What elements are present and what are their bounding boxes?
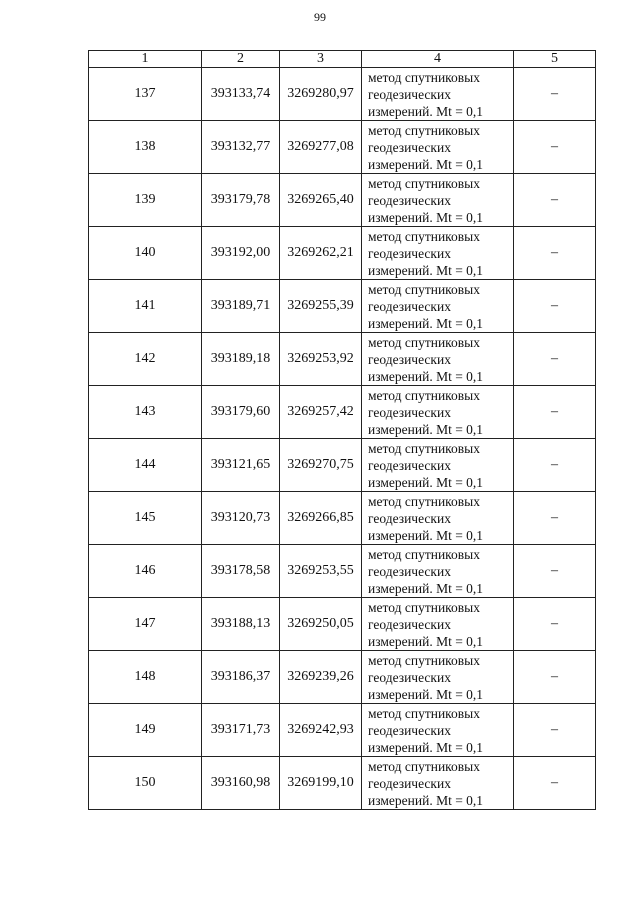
header-row [89, 51, 596, 68]
note-cell: – [514, 386, 596, 439]
point-number-cell: 150 [89, 757, 202, 810]
table-row [89, 280, 596, 333]
y-coordinate-cell: 3269239,26 [280, 651, 362, 704]
point-number-cell: 141 [89, 280, 202, 333]
table-header [89, 51, 596, 68]
method-text-line: измерений. Mt = 0,1 [368, 156, 484, 172]
method-cell [362, 439, 514, 492]
point-number-cell: 137 [89, 68, 202, 121]
y-coordinate-cell: 3269262,21 [280, 227, 362, 280]
page-number: 99 [314, 10, 326, 24]
method-text-line: измерений. Mt = 0,1 [368, 209, 484, 225]
method-text-line: геодезических [368, 351, 451, 367]
note-cell: – [514, 174, 596, 227]
method-text-line: геодезических [368, 86, 451, 102]
method-text-line: метод спутниковых [368, 69, 480, 85]
table-row [89, 598, 596, 651]
x-coordinate-cell: 393179,60 [202, 386, 280, 439]
point-number-cell: 139 [89, 174, 202, 227]
method-text-line: геодезических [368, 192, 451, 208]
table-row [89, 439, 596, 492]
note-cell: – [514, 492, 596, 545]
y-coordinate-cell: 3269266,85 [280, 492, 362, 545]
point-number-cell: 138 [89, 121, 202, 174]
point-number-cell: 147 [89, 598, 202, 651]
header-cell-3: 3 [280, 51, 362, 68]
method-cell [362, 598, 514, 651]
table-row [89, 651, 596, 704]
note-cell: – [514, 121, 596, 174]
x-coordinate-cell: 393120,73 [202, 492, 280, 545]
table-body [89, 68, 596, 810]
header-cell-4: 4 [362, 51, 514, 68]
method-text-line: метод спутниковых [368, 493, 480, 509]
method-text-line: измерений. Mt = 0,1 [368, 792, 484, 808]
method-text-line: измерений. Mt = 0,1 [368, 262, 484, 278]
method-text-line: метод спутниковых [368, 334, 480, 350]
table-row [89, 545, 596, 598]
method-cell [362, 492, 514, 545]
method-text-line: измерений. Mt = 0,1 [368, 527, 484, 543]
table-row [89, 704, 596, 757]
note-cell: – [514, 757, 596, 810]
method-cell [362, 68, 514, 121]
method-text-line: геодезических [368, 404, 451, 420]
note-cell: – [514, 68, 596, 121]
y-coordinate-cell: 3269242,93 [280, 704, 362, 757]
method-text-line: геодезических [368, 457, 451, 473]
point-number-cell: 144 [89, 439, 202, 492]
point-number-cell: 140 [89, 227, 202, 280]
method-text-line: метод спутниковых [368, 387, 480, 403]
point-number-cell: 148 [89, 651, 202, 704]
point-number-cell: 142 [89, 333, 202, 386]
y-coordinate-cell: 3269253,92 [280, 333, 362, 386]
method-text-line: измерений. Mt = 0,1 [368, 580, 484, 596]
x-coordinate-cell: 393186,37 [202, 651, 280, 704]
note-cell: – [514, 280, 596, 333]
note-cell: – [514, 598, 596, 651]
table-row [89, 174, 596, 227]
table-row [89, 757, 596, 810]
x-coordinate-cell: 393189,18 [202, 333, 280, 386]
y-coordinate-cell: 3269277,08 [280, 121, 362, 174]
method-text-line: метод спутниковых [368, 122, 480, 138]
method-text-line: метод спутниковых [368, 228, 480, 244]
table-row [89, 68, 596, 121]
method-text-line: измерений. Mt = 0,1 [368, 368, 484, 384]
method-cell [362, 545, 514, 598]
method-cell [362, 333, 514, 386]
note-cell: – [514, 704, 596, 757]
method-cell [362, 227, 514, 280]
method-text-line: метод спутниковых [368, 281, 480, 297]
method-text-line: геодезических [368, 298, 451, 314]
method-text-line: геодезических [368, 616, 451, 632]
x-coordinate-cell: 393178,58 [202, 545, 280, 598]
table-row [89, 333, 596, 386]
header-cell-2: 2 [202, 51, 280, 68]
table-row [89, 227, 596, 280]
method-text-line: геодезических [368, 245, 451, 261]
x-coordinate-cell: 393188,13 [202, 598, 280, 651]
x-coordinate-cell: 393132,77 [202, 121, 280, 174]
method-text-line: геодезических [368, 139, 451, 155]
method-text-line: геодезических [368, 775, 451, 791]
method-text-line: геодезических [368, 722, 451, 738]
point-number-cell: 145 [89, 492, 202, 545]
y-coordinate-cell: 3269250,05 [280, 598, 362, 651]
note-cell: – [514, 333, 596, 386]
method-text-line: метод спутниковых [368, 652, 480, 668]
method-text-line: метод спутниковых [368, 705, 480, 721]
y-coordinate-cell: 3269265,40 [280, 174, 362, 227]
point-number-cell: 146 [89, 545, 202, 598]
method-text-line: измерений. Mt = 0,1 [368, 315, 484, 331]
note-cell: – [514, 439, 596, 492]
note-cell: – [514, 227, 596, 280]
method-cell [362, 386, 514, 439]
method-cell [362, 280, 514, 333]
x-coordinate-cell: 393192,00 [202, 227, 280, 280]
note-cell: – [514, 545, 596, 598]
method-text-line: метод спутниковых [368, 758, 480, 774]
y-coordinate-cell: 3269199,10 [280, 757, 362, 810]
x-coordinate-cell: 393171,73 [202, 704, 280, 757]
table-row [89, 492, 596, 545]
method-text-line: метод спутниковых [368, 599, 480, 615]
method-text-line: измерений. Mt = 0,1 [368, 633, 484, 649]
header-cell-1: 1 [89, 51, 202, 68]
x-coordinate-cell: 393179,78 [202, 174, 280, 227]
note-cell: – [514, 651, 596, 704]
method-text-line: геодезических [368, 669, 451, 685]
x-coordinate-cell: 393133,74 [202, 68, 280, 121]
method-cell [362, 174, 514, 227]
point-number-cell: 149 [89, 704, 202, 757]
method-text-line: измерений. Mt = 0,1 [368, 686, 484, 702]
y-coordinate-cell: 3269253,55 [280, 545, 362, 598]
x-coordinate-cell: 393121,65 [202, 439, 280, 492]
header-cell-5: 5 [514, 51, 596, 68]
method-text-line: метод спутниковых [368, 546, 480, 562]
table-row [89, 386, 596, 439]
method-text-line: измерений. Mt = 0,1 [368, 421, 484, 437]
table-row [89, 121, 596, 174]
x-coordinate-cell: 393160,98 [202, 757, 280, 810]
method-text-line: измерений. Mt = 0,1 [368, 474, 484, 490]
method-text-line: метод спутниковых [368, 440, 480, 456]
y-coordinate-cell: 3269270,75 [280, 439, 362, 492]
method-text-line: геодезических [368, 510, 451, 526]
method-cell [362, 651, 514, 704]
method-text-line: измерений. Mt = 0,1 [368, 739, 484, 755]
method-text-line: геодезических [368, 563, 451, 579]
method-text-line: измерений. Mt = 0,1 [368, 103, 484, 119]
method-cell [362, 757, 514, 810]
coordinates-table [88, 50, 596, 810]
x-coordinate-cell: 393189,71 [202, 280, 280, 333]
y-coordinate-cell: 3269257,42 [280, 386, 362, 439]
y-coordinate-cell: 3269280,97 [280, 68, 362, 121]
point-number-cell: 143 [89, 386, 202, 439]
method-text-line: метод спутниковых [368, 175, 480, 191]
method-cell [362, 704, 514, 757]
y-coordinate-cell: 3269255,39 [280, 280, 362, 333]
method-cell [362, 121, 514, 174]
